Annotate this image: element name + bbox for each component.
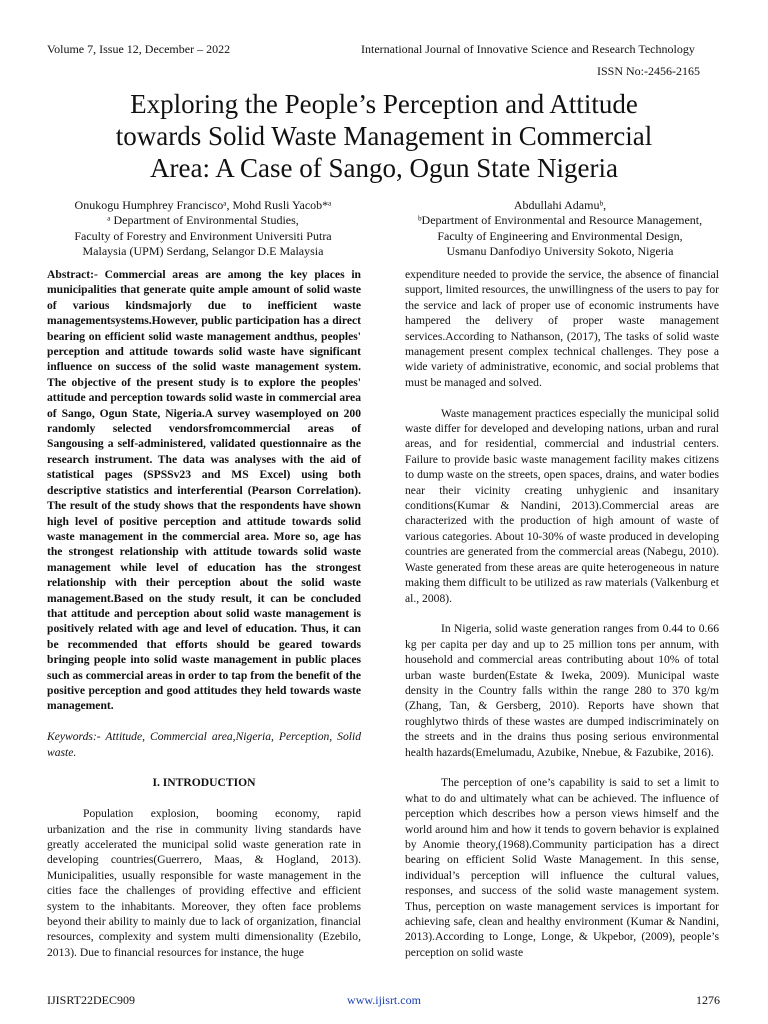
body-paragraph: The perception of one’s capability is said to set a limit to what to do and ultimately what can be achieved. The influence of perception which describes how a person views himself and the world around him and how it tends to govern behavior is explained by Anomie theory,(1968).Community participation has a direct bearing on efficient Solid Waste Management. In this sense, individual’s perception will influence the cultural values, responses, and success of the solid waste management system. Thus, perception on waste management services is important for achieving safe, clean and healthy environment (Kumar & Nandini, 2013).According to Longe, Longe, & Ukpebor, (2009), people’s perception on solid waste [405,776,719,959]
affiliation-line: Usmanu Danfodiyo University Sokoto, Nigeria [446,244,674,259]
affiliation-line: ᵃ Department of Environmental Studies, [107,213,299,228]
right-column [405,267,719,960]
section-heading-introduction: I. INTRODUCTION [152,776,256,790]
footer-page-number: 1276 [696,993,720,1007]
author-block-right [395,198,725,260]
footer-website-link[interactable]: www.ijisrt.com [347,993,421,1007]
paper-title [60,88,708,184]
footer-paper-code: IJISRT22DEC909 [47,993,135,1007]
title-line: towards Solid Waste Management in Commercial [115,121,653,151]
affiliation-line: Faculty of Forestry and Environment Universiti Putra [74,228,332,243]
affiliation-line: ᵇDepartment of Environmental and Resource Management, [417,213,703,228]
abstract-paragraph: Abstract:- Commercial areas are among the key places in municipalities that generate quite ample amount of solid waste of various kindsmajorly due to inefficient waste managementsystems.However, public participation has a direct bearing on efficient solid waste management andthus, peoples' perception and attitude towards solid waste have significant influence on success of the solid waste management system. The objective of the present study is to explore the peoples' attitude and perception towards solid waste in commercial area of Sango, Ogun State, Nigeria.A survey wasemployed on 200 randomly selected vendorsfromcommercial areas of Sangousing a self-administered, validated questionnaire as the research instrument. The data was analyses with the aid of statistical pages (SPSSv23 and MS Excel) using both descriptive statistics and interferential (Pearson Correlation). The result of the study shows that the respondents have shown high level of positive perception and attitude towards solid waste management in the commercial area. More so, age has the strongest relationship with attitude towards solid waste management while level of education has the strongest relationship with their perception about the solid waste management.Based on the study result, it can be concluded that attitude and perception about solid waste management is positively related with age and level of education. Thus, it can be recommended that efforts should be geared towards bringing people into solid waste management in public places such as commercial areas in order to tap from the benefit of the positive perception and good attitudes they held towards waste management. [47,268,361,713]
intro-paragraph: Population explosion, booming economy, rapid urbanization and the rise in community living standards have greatly accelerated the municipal solid waste generation rate in developing countries(Guerrero, Maas, & Hogland, 2013). Municipalities, usually responsible for waste management in the cities face the challenges of providing effective and efficient system to the inhabitants. Moreover, they often face problems beyond their ability to mainly due to lack of organization, financial resources, complexity and system multi dimensionality (Ezebilo, 2013). Due to financial resources for instance, the huge [47,807,361,959]
body-paragraph: Waste management practices especially the municipal solid waste differ for developed and developing nations, urban and rural areas, and for residential, commercial and industrial centers. Failure to provide basic waste management facility makes citizens to dump waste on the streets, open spaces, drains, and water bodies near their vicinity creating unhygienic and insanitary conditions(Kumar & Nandini, 2013).Commercial areas are characterized with the production of high amount of waste of various categories. About 10-30% of waste produced in developing countries are generated from the commercial areas (Nabegu, 2010). Waste generated from these areas are quite heterogeneous in nature making them difficult to be utilized as raw materials (Valkenburg et al., 2008). [405,406,719,605]
body-paragraph: In Nigeria, solid waste generation ranges from 0.44 to 0.66 kg per capita per day and up to 25 million tons per annum, with household and commercial areas contributing about 10% of total urban waste burden(Estate & Iweka, 2009). Municipal waste density in the Country falls within the range 280 to 370 kg/m (Zhang, Tan, & Gersberg, 2010). Reports have shown that roughlytwo thirds of these wastes are dumped indiscriminately on the streets and in the drains thus posing serious environmental health hazards(Emelumadu, Azubike, Nnebue, & Fazubike, 2016). [405,622,719,759]
left-column [47,267,361,960]
author-names: Abdullahi Adamuᵇ, [513,198,607,212]
affiliation-line: Faculty of Engineering and Environmental Design, [437,228,683,243]
author-names: Onukogu Humphrey Franciscoᵃ, Mohd Rusli Yacob*ᵃ [74,198,332,212]
keywords-paragraph: Keywords:- Attitude, Commercial area,Nigeria, Perception, Solid waste. [47,730,361,759]
header-journal: International Journal of Innovative Science and Research Technology [361,42,695,56]
title-line: Area: A Case of Sango, Ogun State Nigeria [150,153,618,183]
affiliation-line: Malaysia (UPM) Serdang, Selangor D.E Malaysia [82,244,324,259]
author-block-left [48,198,358,260]
title-line: Exploring the People’s Perception and Attitude [130,89,638,119]
header-volume: Volume 7, Issue 12, December – 2022 [47,42,231,56]
header-issn: ISSN No:-2456-2165 [597,64,701,78]
body-paragraph: expenditure needed to provide the service, the absence of financial support, limited resources, the unwillingness of the users to pay for the service and lack of proper use of economic instruments have hampered the delivery of proper waste management services.According to Nathanson, (2017), The tasks of solid waste management present complex technical challenges. They pose a wide variety of administrative, economic, and social problems that must be managed and solved. [405,268,719,389]
